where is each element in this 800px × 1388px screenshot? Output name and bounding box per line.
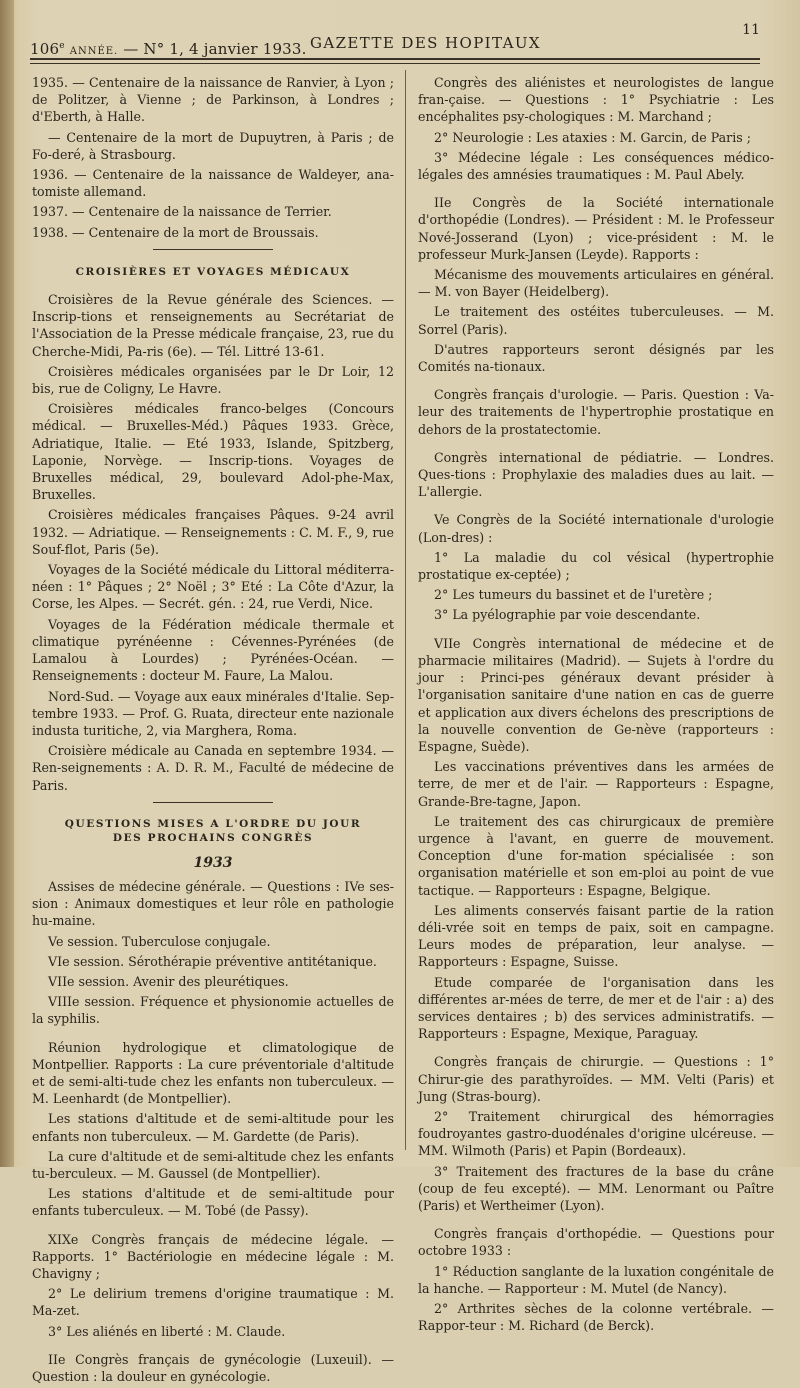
right-column [418,74,774,1337]
paragraph: Les stations d'altitude et de semi-altitude pour les enfants non tuberculeux. — M. Gardette (de Paris). [32,1111,394,1144]
paragraph: Assises de médecine générale. — Questions : IVe ses-sion : Animaux domestiques et leur rôle en pathologie hu-maine. [32,878,394,929]
paragraph: 1935. — Centenaire de la naissance de Ranvier, à Lyon ; de Politzer, à Vienne ; de Parkinson, à Londres ; d'Eberth, à Halle. [32,75,394,125]
paragraph: Le traitement des ostéites tuberculeuses. — M. Sorrel (Paris). [418,304,774,337]
paragraph: Congrès français d'urologie. — Paris. Question : Va-leur des traitements de l'hypertrophie prostatique en dehors de la prostatectomie. [418,387,774,437]
paragraph: 2° Arthrites sèches de la colonne vertébrale. — Rappor-teur : M. Richard (de Berck). [418,1301,774,1334]
paragraph: Congrès international de pédiatrie. — Londres. Ques-tions : Prophylaxie des maladies dues au lait. — L'allergie. [418,449,774,500]
left-column [32,74,394,1388]
paragraph: Nord-Sud. — Voyage aux eaux minérales d'Italie. Sep-tembre 1933. — Prof. G. Ruata, directeur ente nazionale industa turitiche, 2, via Marghera, Roma. [32,688,394,738]
paragraph: Voyages de la Société médicale du Littoral méditerra-néen : 1° Pâques ; 2° Noël ; 3° Eté : La Côte d'Azur, la Corse, les Alpes. — Secrét. gén. : 24, rue Verdi, Nice. [32,562,394,612]
paragraph: 1938. — Centenaire de la mort de Broussais. [32,224,319,240]
column-divider [405,70,406,1150]
paragraph: Les stations d'altitude et de semi-altitude pour enfants tuberculeux. — M. Tobé (de Passy). [32,1186,394,1219]
paragraph: Congrès des aliénistes et neurologistes de langue fran-çaise. — Questions : 1° Psychiatrie : Les encéphalites psy-chologiques : M. Marchand ; [418,75,774,125]
paragraph: Croisières médicales françaises Pâques. 9-24 avril 1932. — Adriatique. — Renseignements : C. M. F., 9, rue Souf-flot, Paris (5e). [32,507,394,557]
paragraph: VIe session. Sérothérapie préventive antitétanique. [48,953,377,969]
paragraph: 1° La maladie du col vésical (hypertrophie prostatique ex-ceptée) ; [418,549,774,583]
paragraph: Croisières médicales organisées par le Dr Loir, 12 bis, rue de Coligny, Le Havre. [32,363,394,397]
paragraph: La cure d'altitude et de semi-altitude chez les enfants tu-berculeux. — M. Gaussel (de Montpellier). [32,1148,394,1181]
paragraph: Croisière médicale au Canada en septembre 1934. — Ren-seignements : A. D. R. M., Faculté de médecine de Paris. [32,743,394,793]
paragraph: Congrès français de chirurgie. — Questions : 1° Chirur-gie des parathyroïdes. — MM. Velti (Paris) et Jung (Stras-bourg). [418,1054,774,1104]
paragraph: 1937. — Centenaire de la naissance de Terrier. [32,204,332,220]
section-title-questions: QUESTIONS MISES A L'ORDRE DU JOUR DES PROCHAINS CONGRÈS [64,817,362,844]
section-title-croisieres: CROISIÈRES ET VOYAGES MÉDICAUX [75,265,351,278]
paragraph: 3° Médecine légale : Les conséquences médico-légales des amnésies traumatiques : M. Paul Abely. [418,149,774,183]
paragraph: 3° La pyélographie par voie descendante. [434,607,701,623]
paragraph: Ve session. Tuberculose conjugale. [48,933,271,949]
paragraph: 2° Traitement chirurgical des hémorragies foudroyantes gastro-duodénales d'origine ulcéreuse. — MM. Wilmoth (Paris) et Papin (Bordeaux). [418,1108,774,1159]
paragraph: Mécanisme des mouvements articulaires en général. — M. von Bayer (Heidelberg). [418,267,774,300]
binding-edge [0,0,14,1167]
journal-title: GAZETTE DES HOPITAUX [310,34,541,52]
issue-info: 106e ANNÉE. — N° 1, 4 janvier 1933. [30,40,307,58]
paragraph: VIIe session. Avenir des pleurétiques. [48,973,289,989]
header-rule [30,58,760,60]
paragraph: 1° Réduction sanglante de la luxation congénitale de la hanche. — Rapporteur : M. Mutel (de Nancy). [418,1263,774,1296]
paragraph: Croisières de la Revue générale des Sciences. — Inscrip-tions et renseignements au Secrétariat de l'Association de la Presse médicale française, 23, rue du Cherche-Midi, Pa-ris (6e). — Tél. Littré 13-61. [32,292,394,359]
paragraph: D'autres rapporteurs seront désignés par les Comités na-tionaux. [418,341,774,375]
paragraph: 2° Les tumeurs du bassinet et de l'uretère ; [434,587,713,603]
paragraph: IIe Congrès français de gynécologie (Luxeuil). — Question : la douleur en gynécologie. [32,1351,394,1384]
section-rule [153,802,273,803]
paragraph: 1936. — Centenaire de la naissance de Waldeyer, ana-tomiste allemand. [32,167,394,200]
paragraph: 3° Traitement des fractures de la base du crâne (coup de feu excepté). — MM. Lenormant ou Paître (Paris) et Wertheimer (Lyon). [418,1163,774,1213]
paragraph: Réunion hydrologique et climatologique de Montpellier. Rapports : La cure préventoriale d'altitude et de semi-alti-tude chez les enfants non tuberculeux. —M. Leenhardt (de Montpellier). [32,1039,394,1107]
paragraph: — Centenaire de la mort de Dupuytren, à Paris ; de Fo-deré, à Strasbourg. [32,129,394,162]
paragraph: Ve Congrès de la Société internationale d'urologie (Lon-dres) : [418,512,774,545]
paragraph: Les aliments conservés faisant partie de la ration déli-vrée soit en temps de paix, soit en campagne. Leurs modes de préparation, leur analyse. — Rapporteurs : Espagne, Suisse. [418,902,774,970]
paragraph: Voyages de la Fédération médicale thermale et climatique pyrénéenne : Cévennes-Pyrénées (de Lamalou à Lourdes) ; Pyrénées-Océan. — Renseignements : docteur M. Faure, La Malou. [32,616,394,684]
paragraph: 2° Neurologie : Les ataxies : M. Garcin, de Paris ; [434,129,751,145]
year-heading: 1933 [193,854,233,871]
paragraph: VIIe Congrès international de médecine et de pharmacie militaires (Madrid). — Sujets à l'ordre du jour : Princi-pes généraux devant présider à l'organisation sanitaire d'une nation en cas de guerre et application aux divers échelons des prescriptions de la nouvelle convention de Ge-nève (rapporteurs : Espagne, Suède). [418,635,774,754]
paragraph: Le traitement des cas chirurgicaux de première urgence à l'avant, en guerre de mouvement. Conception d'une for-mation spécialisée : son organisation matérielle et son em-ploi au point de vue tactique. — Rapporteurs : Espagne, Belgique. [418,813,774,898]
paragraph: Congrès français d'orthopédie. — Questions pour octobre 1933 : [418,1226,774,1259]
paragraph: 3° Les aliénés en liberté : M. Claude. [48,1323,286,1339]
page-number: 11 [742,22,760,38]
paragraph: Les vaccinations préventives dans les armées de terre, de mer et de l'air. — Rapporteurs : Espagne, Grande-Bre-tagne, Japon. [418,759,774,809]
paragraph: XIXe Congrès français de médecine légale. — Rapports. 1° Bactériologie en médecine légale : M. Chavigny ; [32,1231,394,1281]
section-rule [153,249,273,250]
paragraph: 2° Le delirium tremens d'origine traumatique : M. Ma-zet. [32,1286,394,1319]
paragraph: VIIIe session. Fréquence et physionomie actuelles de la syphilis. [32,994,394,1027]
paragraph: Croisières médicales franco-belges (Concours médical. — Bruxelles-Méd.) Pâques 1933. Grèce, Adriatique, Italie. — Eté 1933, Islande, Spitzberg, Laponie, Norvège. — Inscrip-tions. Voyages de Bruxelles médical, 29, boulevard Adol-phe-Max, Bruxelles. [32,401,394,503]
header-rule-thin [30,63,760,64]
paragraph: Etude comparée de l'organisation dans les différentes ar-mées de terre, de mer et de l'air : a) des services dentaires ; b) des services administratifs. — Rapporteurs : Espagne, Mexique, Paraguay. [418,974,774,1042]
paragraph: IIe Congrès de la Société internationale d'orthopédie (Londres). — Président : M. le Professeur Nové-Josserand (Lyon) ; vice-président : M. le professeur Murk-Jansen (Leyde). Rapports : [418,195,774,262]
